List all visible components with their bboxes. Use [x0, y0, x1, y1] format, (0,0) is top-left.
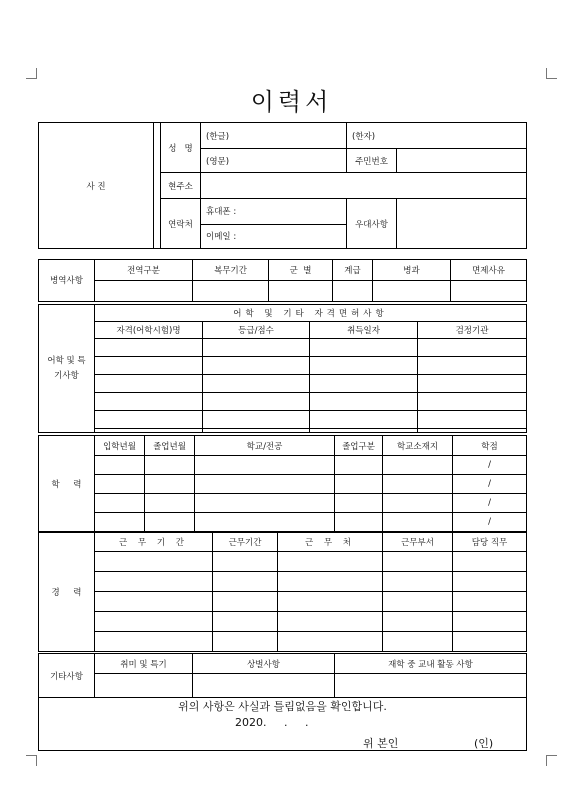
other-header: 재학 중 교내 활동 사항 — [335, 654, 527, 674]
career-header: 근무기간 — [213, 533, 278, 552]
crop-mark-bottom-right — [546, 755, 557, 766]
qualifications-section-title: 어학 및 기타 자격면허사항 — [95, 305, 527, 322]
education-header: 학교소재지 — [383, 436, 453, 456]
education-label: 학 력 — [39, 436, 95, 532]
career-cell[interactable] — [383, 592, 453, 612]
crop-mark-top-left — [26, 68, 37, 79]
career-cell[interactable] — [453, 552, 527, 572]
edu-cell[interactable] — [95, 456, 145, 475]
qual-cell[interactable] — [95, 429, 203, 433]
education-header: 졸업구분 — [335, 436, 383, 456]
edu-cell[interactable] — [383, 475, 453, 494]
military-table — [38, 259, 527, 302]
edu-cell[interactable] — [195, 475, 335, 494]
edu-cell[interactable] — [145, 494, 195, 513]
email-field[interactable]: 이메일 : — [206, 232, 237, 243]
signer-label: 위 본인 — [363, 737, 399, 750]
edu-cell[interactable] — [335, 475, 383, 494]
career-cell[interactable] — [95, 592, 213, 612]
crop-mark-top-right — [546, 68, 557, 79]
edu-gpa-cell[interactable]: / — [453, 475, 527, 494]
edu-cell[interactable] — [195, 494, 335, 513]
qualifications-header: 등급/점수 — [203, 322, 310, 339]
name-korean-field[interactable]: (한글) — [201, 123, 347, 149]
qual-cell[interactable] — [95, 357, 203, 375]
career-cell[interactable] — [453, 632, 527, 652]
qual-cell[interactable] — [203, 393, 310, 411]
photo-spacer — [154, 123, 161, 249]
career-cell[interactable] — [453, 592, 527, 612]
career-cell[interactable] — [383, 552, 453, 572]
career-cell[interactable] — [95, 552, 213, 572]
qual-cell[interactable] — [418, 375, 527, 393]
military-cell[interactable] — [333, 281, 373, 302]
edu-cell[interactable] — [383, 494, 453, 513]
personal-info-table — [38, 122, 527, 249]
qual-cell[interactable] — [95, 339, 203, 357]
qualifications-label: 어학 및 특기사항 — [39, 305, 95, 433]
qualifications-header: 검정기관 — [418, 322, 527, 339]
name-label: 성 명 — [161, 123, 201, 173]
career-cell[interactable] — [213, 552, 278, 572]
career-cell[interactable] — [95, 612, 213, 632]
career-cell[interactable] — [95, 572, 213, 592]
edu-gpa-cell[interactable]: / — [453, 456, 527, 475]
edu-cell[interactable] — [145, 513, 195, 532]
edu-cell[interactable] — [383, 456, 453, 475]
edu-gpa-cell[interactable]: / — [453, 513, 527, 532]
qual-cell[interactable] — [418, 357, 527, 375]
career-cell[interactable] — [213, 592, 278, 612]
career-header: 근 무 처 — [278, 533, 383, 552]
military-header: 면제사유 — [451, 260, 527, 281]
career-cell[interactable] — [453, 612, 527, 632]
other-label: 기타사항 — [39, 654, 95, 698]
career-cell[interactable] — [278, 552, 383, 572]
veteran-field[interactable] — [397, 199, 527, 249]
edu-cell[interactable] — [383, 513, 453, 532]
career-cell[interactable] — [383, 632, 453, 652]
veteran-label: 우대사항 — [347, 199, 397, 249]
mobile-field[interactable]: 휴대폰 : — [201, 199, 346, 224]
career-cell[interactable] — [213, 612, 278, 632]
edu-cell[interactable] — [195, 513, 335, 532]
name-hanja-field[interactable]: (한자) — [347, 123, 527, 149]
military-header: 계급 — [333, 260, 373, 281]
career-cell[interactable] — [453, 572, 527, 592]
qual-cell[interactable] — [95, 393, 203, 411]
other-cell[interactable] — [95, 674, 193, 698]
confirmation-box — [38, 697, 527, 751]
qual-cell[interactable] — [203, 339, 310, 357]
qual-cell[interactable] — [95, 411, 203, 429]
military-header: 군 별 — [269, 260, 333, 281]
qual-cell[interactable] — [310, 357, 418, 375]
career-cell[interactable] — [213, 632, 278, 652]
career-cell[interactable] — [278, 632, 383, 652]
address-label: 현주소 — [161, 173, 201, 199]
career-cell[interactable] — [95, 632, 213, 652]
crop-mark-bottom-left — [26, 755, 37, 766]
edu-cell[interactable] — [95, 513, 145, 532]
qual-cell[interactable] — [418, 411, 527, 429]
qualifications-header: 자격(어학시험)명 — [95, 322, 203, 339]
qual-cell[interactable] — [95, 375, 203, 393]
military-label: 병역사항 — [39, 260, 95, 302]
photo-box[interactable]: 사 진 — [39, 123, 154, 249]
career-cell[interactable] — [278, 612, 383, 632]
edu-cell[interactable] — [95, 494, 145, 513]
address-field[interactable] — [201, 173, 527, 199]
seal-mark[interactable]: (인) — [474, 737, 494, 750]
military-cell[interactable] — [193, 281, 269, 302]
career-cell[interactable] — [383, 572, 453, 592]
career-cell[interactable] — [278, 572, 383, 592]
career-header: 근 무 기 간 — [95, 533, 213, 552]
qual-cell[interactable] — [310, 411, 418, 429]
qual-cell[interactable] — [418, 393, 527, 411]
signature-date: 2020. . . — [235, 716, 309, 729]
edu-cell[interactable] — [145, 456, 195, 475]
military-cell[interactable] — [451, 281, 527, 302]
career-cell[interactable] — [213, 572, 278, 592]
qual-cell[interactable] — [203, 411, 310, 429]
education-header: 졸업년월 — [145, 436, 195, 456]
other-header: 상벌사항 — [193, 654, 335, 674]
resident-number-field[interactable] — [397, 149, 527, 173]
edu-cell[interactable] — [95, 475, 145, 494]
contact-label: 연락처 — [161, 199, 201, 249]
other-cell[interactable] — [335, 674, 527, 698]
education-table — [38, 435, 527, 532]
military-cell[interactable] — [95, 281, 193, 302]
career-cell[interactable] — [383, 612, 453, 632]
other-table — [38, 653, 527, 698]
qual-cell[interactable] — [310, 339, 418, 357]
resident-number-label: 주민번호 — [347, 149, 397, 173]
qual-cell[interactable] — [418, 339, 527, 357]
military-cell[interactable] — [269, 281, 333, 302]
edu-cell[interactable] — [335, 456, 383, 475]
qualifications-table — [38, 304, 527, 433]
other-header: 취미 및 특기 — [95, 654, 193, 674]
qual-cell[interactable] — [203, 357, 310, 375]
qual-cell[interactable] — [418, 429, 527, 433]
military-header: 병과 — [373, 260, 451, 281]
qual-cell[interactable] — [203, 375, 310, 393]
edu-cell[interactable] — [335, 513, 383, 532]
edu-cell[interactable] — [195, 456, 335, 475]
education-header: 학점 — [453, 436, 527, 456]
edu-cell[interactable] — [145, 475, 195, 494]
career-header: 근무부서 — [383, 533, 453, 552]
qual-cell[interactable] — [203, 429, 310, 433]
military-header: 복무기간 — [193, 260, 269, 281]
name-english-field[interactable]: (영문) — [201, 149, 347, 173]
education-header: 입학년월 — [95, 436, 145, 456]
military-cell[interactable] — [373, 281, 451, 302]
edu-gpa-cell[interactable]: / — [453, 494, 527, 513]
other-cell[interactable] — [193, 674, 335, 698]
career-table — [38, 532, 527, 652]
qual-cell[interactable] — [310, 429, 418, 433]
career-header: 담당 직무 — [453, 533, 527, 552]
confirmation-statement: 위의 사항은 사실과 틀림없음을 확인합니다. — [178, 700, 387, 713]
edu-cell[interactable] — [335, 494, 383, 513]
education-header: 학교/전공 — [195, 436, 335, 456]
career-label: 경 력 — [39, 533, 95, 652]
page-title: 이력서 — [250, 88, 333, 116]
qual-cell[interactable] — [310, 375, 418, 393]
qual-cell[interactable] — [310, 393, 418, 411]
qualifications-header: 취득일자 — [310, 322, 418, 339]
career-cell[interactable] — [278, 592, 383, 612]
military-header: 전역구분 — [95, 260, 193, 281]
